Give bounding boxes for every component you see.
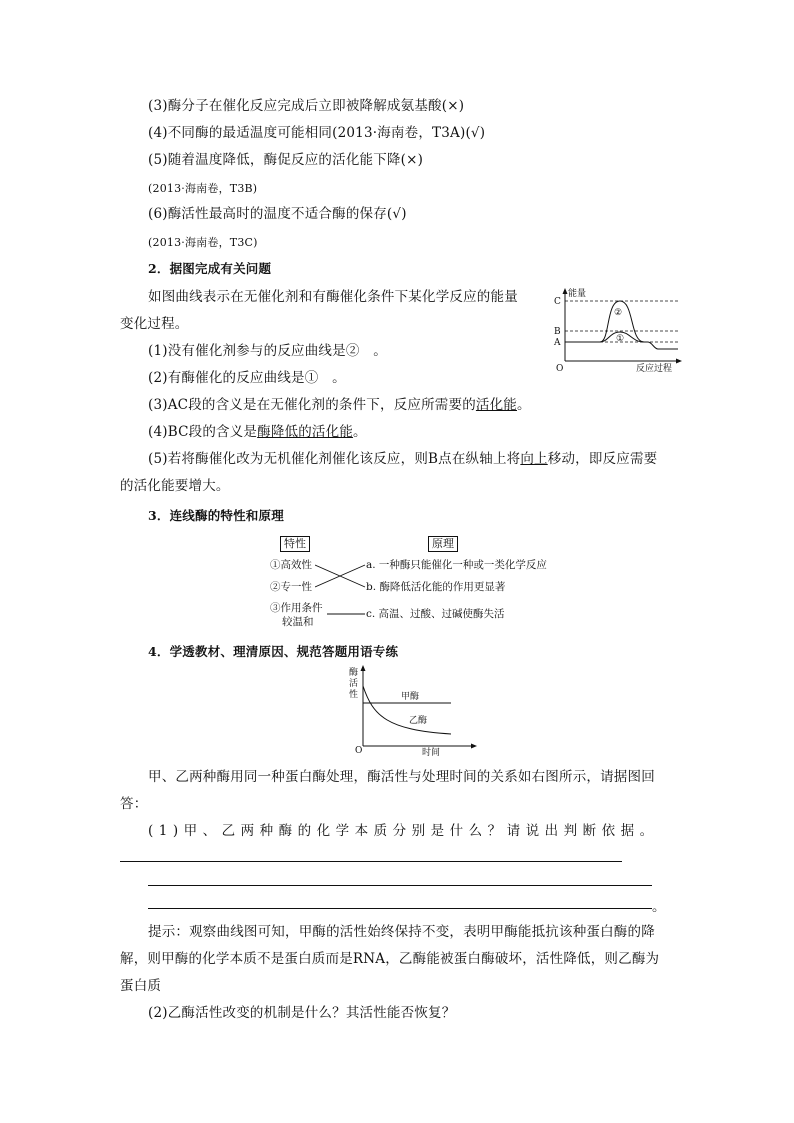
answer-lowered-energy: 酶降低的活化能 (257, 424, 354, 440)
hint-line2: 解，则甲酶的化学本质不是蛋白质而是RNA，乙酶能被蛋白酶破坏，活性降低，则乙酶为 (120, 951, 660, 967)
section-4-text-line1: 甲、乙两种酶用同一种蛋白酶处理，酶活性与处理时间的关系如右图所示，请据图回 (148, 769, 655, 785)
energy-origin: O (556, 364, 564, 373)
item-6: (6)酶活性最高时的温度不适合酶的保存(√) (148, 206, 407, 222)
answer-upward: 向上 (520, 451, 548, 467)
section-2-q1: (1)没有催化剂参与的反应曲线是② 。 (148, 343, 387, 359)
section-4-q1: (1)甲、乙两种酶的化学本质分别是什么？请说出判断依据。 (148, 823, 659, 839)
property-efficiency: ①高效性 (270, 559, 312, 571)
item-6-source: (2013·海南卷，T3C) (148, 236, 258, 249)
answer-line-3[interactable] (148, 908, 652, 909)
enzyme-activity-chart (335, 662, 480, 758)
energy-ylabel: 能量 (568, 289, 587, 299)
curve-2-label: ② (614, 308, 623, 318)
section-4-heading: 4．学透教材、理清原因、规范答题用语专练 (148, 644, 399, 659)
hint-line1: 提示：观察曲线图可知，甲酶的活性始终保持不变，表明甲酶能抵抗该种蛋白酶的降 (148, 924, 655, 940)
header-principles: 原理 (428, 536, 458, 552)
answer-activation-energy: 活化能 (475, 397, 518, 413)
answer-line-2[interactable] (148, 885, 652, 886)
energy-xlabel: 反应过程 (636, 364, 673, 373)
section-2-intro-line2: 变化过程。 (120, 316, 189, 332)
principle-c: c. 高温、过酸、过碱使酶失活 (366, 608, 505, 620)
section-2-intro-line1: 如图曲线表示在无催化剂和有酶催化条件下某化学反应的能量 (148, 289, 518, 305)
activity-ylabel-3: 性 (349, 690, 359, 700)
matching-lines (315, 560, 367, 620)
energy-level-c: C (554, 297, 561, 307)
activity-ylabel-2: 活 (349, 679, 359, 689)
section-4-text-line2: 答： (120, 796, 148, 812)
answer-line-1[interactable] (120, 861, 622, 862)
curve-1-label: ① (616, 334, 625, 344)
section-3-heading: 3．连线酶的特性和原理 (148, 508, 284, 523)
section-2-q4: (4)BC段的含义是酶降低的活化能。 (148, 424, 367, 440)
principle-b: b. 酶降低活化能的作用更显著 (366, 581, 506, 593)
activity-ylabel-1: 酶 (349, 668, 359, 678)
item-3: (3)酶分子在催化反应完成后立即被降解成氨基酸(×) (148, 98, 465, 114)
item-4: (4)不同酶的最适温度可能相同(2013·海南卷，T3A)(√) (148, 125, 486, 141)
property-mild-conditions-line2: 较温和 (282, 616, 314, 628)
section-2-q5: (5)若将酶催化改为无机催化剂催化该反应，则B点在纵轴上将向上移动，即反应需要 (148, 451, 658, 467)
series-yi-label: 乙酶 (409, 716, 428, 726)
activity-xlabel: 时间 (422, 748, 441, 758)
answer-end-mark: 。 (652, 899, 666, 915)
item-5-source: (2013·海南卷，T3B) (148, 182, 258, 195)
energy-diagram (548, 285, 688, 373)
section-2-q2: (2)有酶催化的反应曲线是① 。 (148, 370, 346, 386)
energy-level-a: A (554, 338, 561, 348)
series-jia-label: 甲酶 (401, 692, 420, 702)
property-mild-conditions: ③作用条件 (270, 602, 323, 614)
activity-origin: O (355, 746, 363, 756)
section-2-q3: (3)AC段的含义是在无催化剂的条件下，反应所需要的活化能。 (148, 397, 531, 413)
property-specificity: ②专一性 (270, 581, 312, 593)
item-5: (5)随着温度降低，酶促反应的活化能下降(×) (148, 152, 424, 168)
header-properties: 特性 (280, 536, 310, 552)
section-4-q2: (2)乙酶活性改变的机制是什么？其活性能否恢复？ (148, 1005, 456, 1021)
section-2-heading: 2．据图完成有关问题 (148, 261, 272, 276)
hint-line3: 蛋白质 (120, 978, 162, 994)
principle-a: a. 一种酶只能催化一种或一类化学反应 (366, 559, 547, 571)
section-2-q5-line2: 的活化能要增大。 (120, 478, 230, 494)
energy-level-b: B (554, 327, 561, 337)
